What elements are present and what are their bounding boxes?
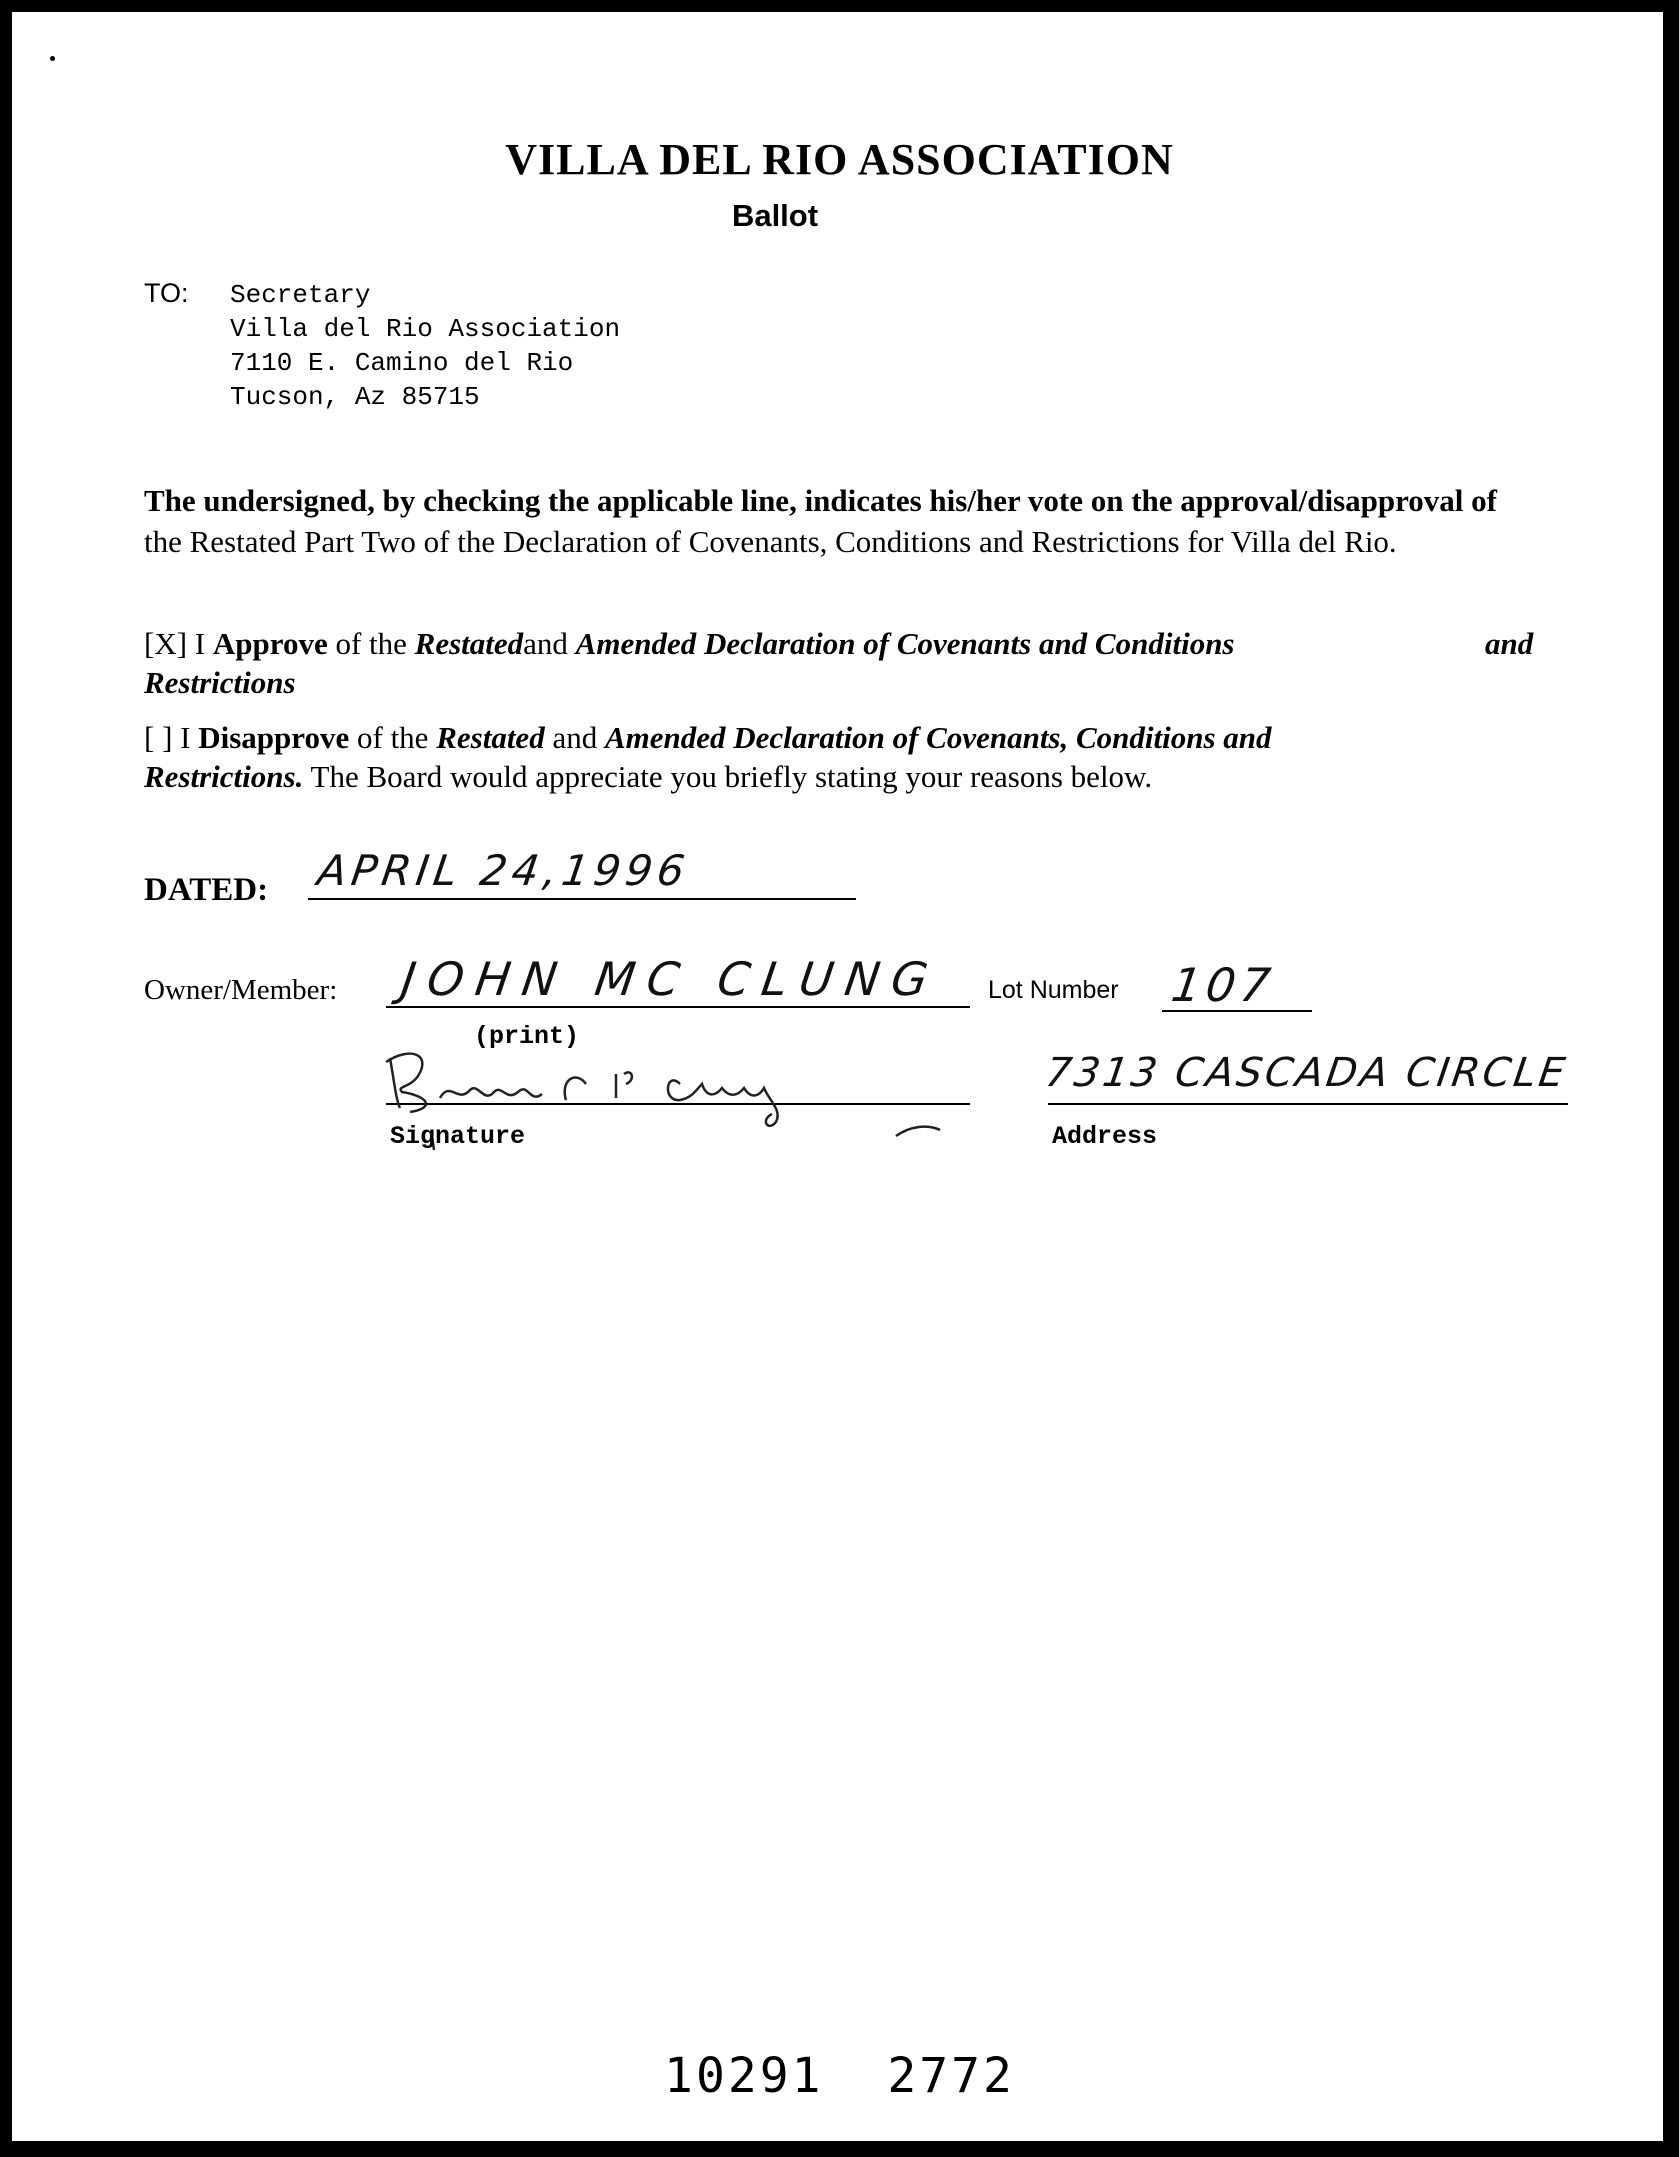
signature-label: Signature — [390, 1122, 526, 1151]
approve-amended: Amended Declaration of Covenants and Conditions — [575, 626, 1235, 661]
addressee-line: 7110 E. Camino del Rio — [230, 348, 574, 378]
scan-speck — [50, 56, 55, 61]
addressee-line: Secretary — [230, 280, 371, 310]
approve-restrictions: Restrictions — [144, 665, 296, 700]
document-number: 10291 2772 — [664, 2048, 1015, 2104]
page-title: VILLA DEL RIO ASSOCIATION — [505, 135, 1174, 184]
disapprove-prefix: I — [180, 720, 191, 755]
to-label: TO: — [144, 278, 189, 308]
address-label: Address — [1052, 1122, 1158, 1151]
owner-value[interactable]: JOHN MC CLUNG — [398, 952, 944, 1006]
print-label: (print) — [474, 1022, 580, 1051]
disapprove-note: The Board would appreciate you briefly stating your reasons below. — [310, 759, 1153, 794]
page-subtitle: Ballot — [731, 198, 819, 233]
disapprove-of-the: of the — [357, 720, 429, 755]
intro-line-1: The undersigned, by checking the applicable line, indicates his/her vote on the approval/disapproval of — [144, 483, 1497, 518]
approve-option — [144, 624, 1544, 702]
owner-line — [386, 1006, 970, 1008]
addressee-block — [230, 278, 620, 414]
owner-label: Owner/Member: — [144, 974, 338, 1006]
address-line — [1048, 1103, 1568, 1105]
approve-verb: Approve — [212, 626, 328, 661]
addressee-line: Villa del Rio Association — [230, 314, 621, 344]
disapprove-restrictions: Restrictions. — [144, 759, 304, 794]
approve-prefix: I — [194, 626, 206, 661]
disapprove-restated: Restated — [436, 720, 545, 755]
approve-and: and — [523, 626, 568, 661]
lot-value[interactable]: 107 — [1168, 958, 1279, 1012]
addressee-line: Tucson, Az 85715 — [230, 382, 480, 412]
disapprove-option — [144, 718, 1544, 796]
intro-paragraph — [144, 480, 1564, 562]
intro-line-2: the Restated Part Two of the Declaration of Covenants, Conditions and Restrictions for Villa del Rio. — [144, 524, 1397, 559]
disapprove-amended: Amended Declaration of Covenants, Conditions and — [604, 720, 1272, 755]
approve-and-2: and — [1485, 626, 1534, 661]
lot-label: Lot Number — [988, 976, 1119, 1004]
dated-line — [308, 898, 856, 900]
dated-label: DATED: — [144, 872, 269, 908]
address-value[interactable]: 7313 CASCADA CIRCLE — [1042, 1050, 1571, 1096]
dated-value[interactable]: APRIL 24,1996 — [314, 846, 693, 895]
approve-of-the: of the — [335, 626, 407, 661]
disapprove-checkbox[interactable]: [ ] — [144, 720, 173, 755]
approve-restated: Restated — [414, 626, 524, 661]
disapprove-and: and — [552, 720, 598, 755]
disapprove-verb: Disapprove — [198, 720, 350, 755]
approve-checkbox[interactable]: [X] — [144, 626, 188, 661]
